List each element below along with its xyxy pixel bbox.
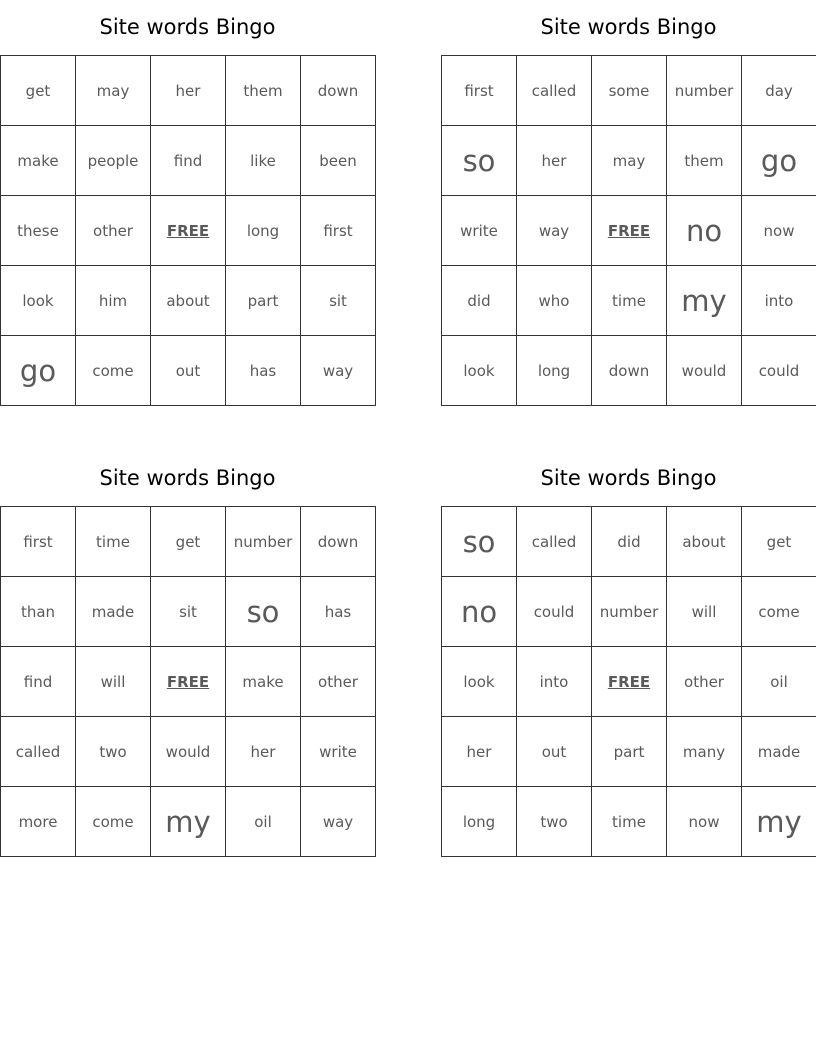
bingo-cell: out — [151, 336, 226, 406]
bingo-cell: my — [667, 266, 742, 336]
bingo-cell: long — [226, 196, 301, 266]
bingo-cell: oil — [742, 647, 816, 717]
bingo-cell: who — [517, 266, 592, 336]
bingo-cell: long — [442, 787, 517, 857]
bingo-cell: way — [301, 787, 376, 857]
bingo-cell: part — [592, 717, 667, 787]
bingo-cell: first — [301, 196, 376, 266]
bingo-cell: could — [517, 577, 592, 647]
bingo-cell: more — [1, 787, 76, 857]
card-title: Site words Bingo — [99, 15, 276, 39]
bingo-cell: first — [1, 507, 76, 577]
bingo-cell: part — [226, 266, 301, 336]
bingo-cell: no — [667, 196, 742, 266]
bingo-cell: has — [226, 336, 301, 406]
free-space: FREE — [151, 196, 226, 266]
bingo-cell: write — [301, 717, 376, 787]
bingo-cell: did — [442, 266, 517, 336]
bingo-cell: go — [1, 336, 76, 406]
bingo-card-1 — [0, 0, 375, 406]
bingo-cell: than — [1, 577, 76, 647]
bingo-cell: get — [742, 507, 816, 577]
bingo-cell: has — [301, 577, 376, 647]
bingo-grid — [441, 506, 816, 857]
bingo-cell: write — [442, 196, 517, 266]
bingo-cell: oil — [226, 787, 301, 857]
bingo-cell: may — [76, 56, 151, 126]
bingo-cell: would — [667, 336, 742, 406]
bingo-cell: down — [301, 507, 376, 577]
bingo-cell: called — [517, 56, 592, 126]
bingo-cell: my — [151, 787, 226, 857]
bingo-cell: other — [667, 647, 742, 717]
card-title: Site words Bingo — [540, 15, 717, 39]
bingo-card-3 — [0, 451, 375, 857]
bingo-cell: about — [667, 507, 742, 577]
bingo-card-2 — [441, 0, 816, 406]
bingo-cell: these — [1, 196, 76, 266]
bingo-cell: would — [151, 717, 226, 787]
bingo-cell: come — [76, 336, 151, 406]
bingo-cell: sit — [301, 266, 376, 336]
bingo-cell: so — [442, 126, 517, 196]
bingo-cell: make — [226, 647, 301, 717]
bingo-cell: did — [592, 507, 667, 577]
bingo-cell: go — [742, 126, 816, 196]
bingo-cell: other — [76, 196, 151, 266]
bingo-cell: her — [442, 717, 517, 787]
bingo-cell: may — [592, 126, 667, 196]
bingo-cell: been — [301, 126, 376, 196]
bingo-cell: into — [742, 266, 816, 336]
bingo-cell: find — [151, 126, 226, 196]
bingo-cell: her — [226, 717, 301, 787]
bingo-cell: two — [76, 717, 151, 787]
bingo-grid — [0, 55, 376, 406]
bingo-cell: now — [667, 787, 742, 857]
bingo-cell: no — [442, 577, 517, 647]
bingo-cell: now — [742, 196, 816, 266]
bingo-cell: time — [76, 507, 151, 577]
bingo-cell: two — [517, 787, 592, 857]
free-space: FREE — [151, 647, 226, 717]
bingo-cell: could — [742, 336, 816, 406]
bingo-cell: so — [226, 577, 301, 647]
bingo-cell: many — [667, 717, 742, 787]
bingo-cell: down — [592, 336, 667, 406]
bingo-cell: called — [517, 507, 592, 577]
bingo-cell: look — [442, 336, 517, 406]
bingo-cell: get — [1, 56, 76, 126]
bingo-cell: down — [301, 56, 376, 126]
bingo-cell: will — [76, 647, 151, 717]
bingo-card-4 — [441, 451, 816, 857]
bingo-cell: number — [226, 507, 301, 577]
bingo-cell: will — [667, 577, 742, 647]
bingo-cell: some — [592, 56, 667, 126]
bingo-cell: day — [742, 56, 816, 126]
bingo-cell: her — [517, 126, 592, 196]
bingo-cell: other — [301, 647, 376, 717]
bingo-cell: come — [76, 787, 151, 857]
bingo-cell: way — [301, 336, 376, 406]
bingo-cell: find — [1, 647, 76, 717]
bingo-cell: called — [1, 717, 76, 787]
bingo-cell: like — [226, 126, 301, 196]
bingo-cell: time — [592, 266, 667, 336]
bingo-cell: look — [1, 266, 76, 336]
bingo-cell: my — [742, 787, 816, 857]
card-title: Site words Bingo — [99, 466, 276, 490]
bingo-cell: about — [151, 266, 226, 336]
bingo-cell: made — [76, 577, 151, 647]
bingo-cell: people — [76, 126, 151, 196]
bingo-cell: them — [226, 56, 301, 126]
bingo-cell: out — [517, 717, 592, 787]
bingo-grid — [0, 506, 376, 857]
bingo-cell: come — [742, 577, 816, 647]
bingo-cell: made — [742, 717, 816, 787]
bingo-cell: long — [517, 336, 592, 406]
bingo-cell: number — [667, 56, 742, 126]
bingo-cell: way — [517, 196, 592, 266]
bingo-cell: number — [592, 577, 667, 647]
bingo-cell: time — [592, 787, 667, 857]
bingo-cell: make — [1, 126, 76, 196]
bingo-cell: get — [151, 507, 226, 577]
bingo-cell: so — [442, 507, 517, 577]
bingo-cell: into — [517, 647, 592, 717]
free-space: FREE — [592, 196, 667, 266]
bingo-cell: them — [667, 126, 742, 196]
bingo-cell: first — [442, 56, 517, 126]
bingo-cell: her — [151, 56, 226, 126]
bingo-cell: him — [76, 266, 151, 336]
bingo-cell: look — [442, 647, 517, 717]
free-space: FREE — [592, 647, 667, 717]
bingo-grid — [441, 55, 816, 406]
card-title: Site words Bingo — [540, 466, 717, 490]
bingo-cell: sit — [151, 577, 226, 647]
